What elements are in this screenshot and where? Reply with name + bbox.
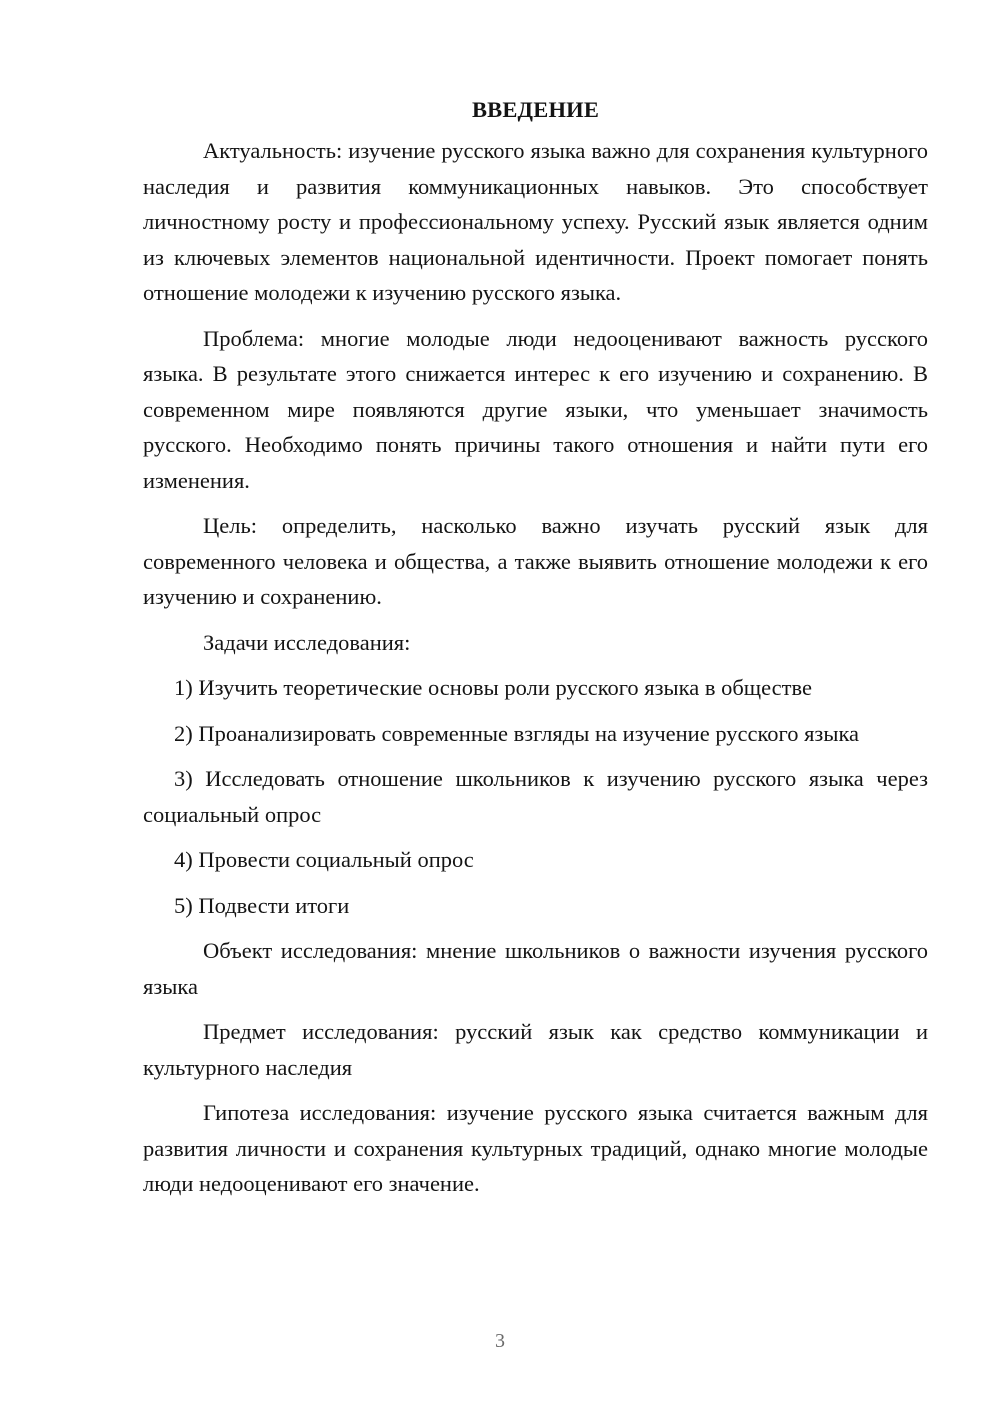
list-item: 1) Изучить теоретические основы роли русского языка в обществе — [174, 675, 812, 700]
document-page — [143, 92, 928, 1212]
list-item: 5) Подвести итоги — [174, 892, 350, 918]
list-item: 3) Исследовать отношение школьников к изучению русского языка через социальный опрос — [143, 766, 928, 827]
paragraph-goal: Цель: определить, насколько важно изучать русский язык для современного человека и общества, а также выявить отношение молодежи к его изучению и сохранению. — [143, 513, 928, 609]
page-number: 3 — [495, 1330, 505, 1352]
paragraph-hypothesis: Гипотеза исследования: изучение русского языка считается важным для развития личности и сохранения культурных традиций, однако многие молодые люди недооценивают его значение. — [143, 1100, 928, 1196]
section-title: ВВЕДЕНИЕ — [471, 97, 600, 122]
paragraph-object: Объект исследования: мнение школьников о важности изучения русского языка — [143, 938, 928, 999]
paragraph-subject: Предмет исследования: русский язык как средство коммуникации и культурного наследия — [143, 1019, 928, 1080]
list-item: 4) Провести социальный опрос — [174, 847, 474, 872]
paragraph-relevance: Актуальность: изучение русского языка важно для сохранения культурного наследия и развития коммуникационных навыков. Это способствует личностному росту и профессиональному успеху. Русский язык является одним из ключевых элементов национальной идентичности. Проект помогает понять отношение молодежи к изучению русского языка. — [143, 138, 928, 305]
tasks-list — [143, 670, 928, 923]
list-item: 2) Проанализировать современные взгляды на изучение русского языка — [174, 720, 860, 746]
tasks-heading: Задачи исследования: — [203, 629, 411, 655]
paragraph-problem: Проблема: многие молодые люди недооценивают важность русского языка. В результате этого снижается интерес к его изучению и сохранению. В современном мире появляются другие языки, что уменьшает значимость русского. Необходимо понять причины такого отношения и найти пути его изменения. — [143, 325, 928, 493]
